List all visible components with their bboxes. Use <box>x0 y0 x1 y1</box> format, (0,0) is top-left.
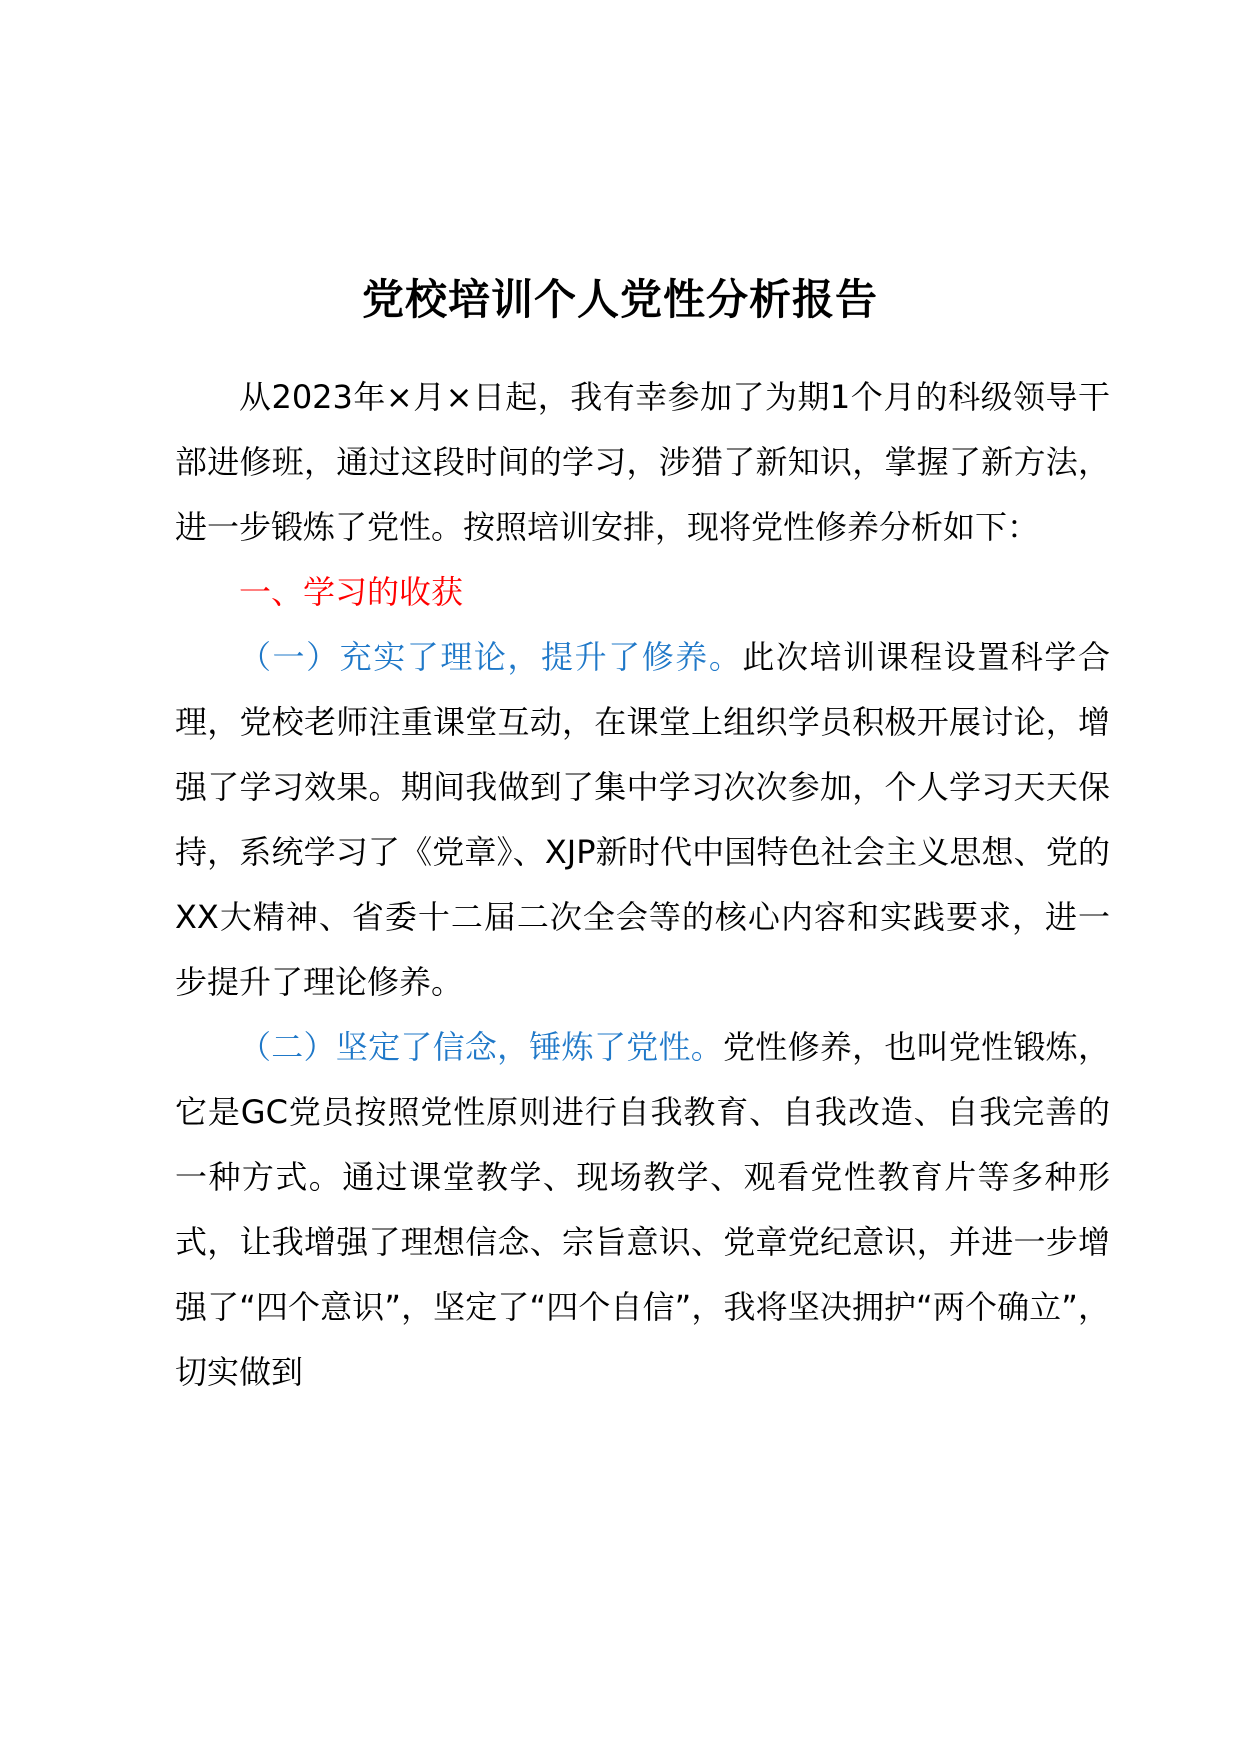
item-text-2: 党性修养，也叫党性锻炼，它是GC党员按照党性原则进行自我教育、自我改造、自我完善的一种方式。通过课堂教学、现场教学、观看党性教育片等多种形式，让我增强了理想信念、宗旨意识、党章党纪意识，并进一步增强了“四个意识”，坚定了“四个自信”，我将坚决拥护“两个确立”，切实做到 <box>175 1028 1110 1391</box>
item-heading-1: （一）充实了理论，提升了修养。 <box>239 638 743 676</box>
item-paragraph-1 <box>175 625 1110 1015</box>
document-title: 党校培训个人党性分析报告 <box>361 275 878 324</box>
section-heading-1: 一、学习的收获 <box>239 573 464 611</box>
intro-paragraph: 从2023年×月×日起，我有幸参加了为期1个月的科级领导干部进修班，通过这段时间的学习，涉猎了新知识，掌握了新方法，进一步锻炼了党性。按照培训安排，现将党性修养分析如下： <box>175 378 1110 546</box>
item-heading-2: （二）坚定了信念，锤炼了党性。 <box>239 1028 724 1066</box>
document-body <box>175 365 1110 1405</box>
item-paragraph-2 <box>175 1015 1110 1405</box>
item-text-1: 此次培训课程设置科学合理，党校老师注重课堂互动，在课堂上组织学员积极开展讨论，增强了学习效果。期间我做到了集中学习次次参加，个人学习天天保持，系统学习了《党章》、XJP新时代中国特色社会主义思想、党的XX大精神、省委十二届二次全会等的核心内容和实践要求，进一步提升了理论修养。 <box>175 638 1110 1001</box>
